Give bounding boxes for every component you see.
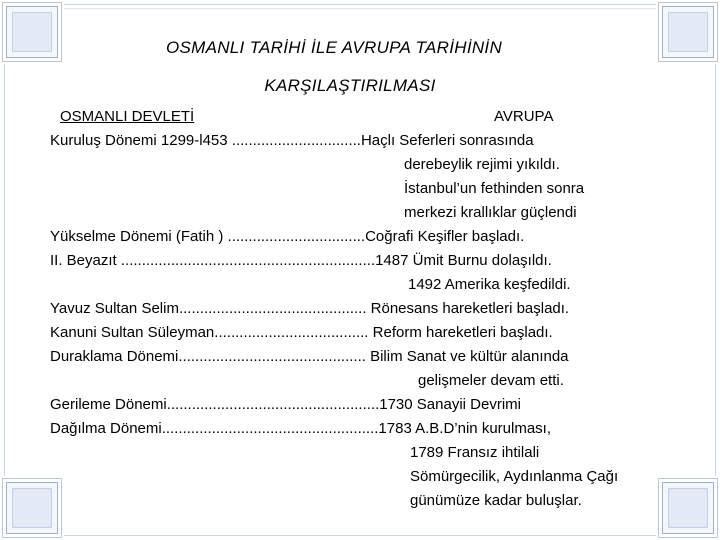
frame-edge-top-inner [64,8,656,9]
frame-edge-right [715,64,716,476]
column-header-ottoman: OSMANLI DEVLETİ [60,108,195,125]
corner-frame-bottom-right [656,476,720,540]
frame-edge-left [4,64,5,476]
row-dagilma-cont-3: günümüze kadar buluşlar. [410,492,582,509]
row-duraklama: Duraklama Dönemi............................................. Bilim Sanat ve kültür alanında [50,348,569,365]
row-kanuni: Kanuni Sultan Süleyman..................................... Reform hareketleri başladı. [50,324,553,341]
slide-title-line-1: OSMANLI TARİHİ İLE AVRUPA TARİHİNİN [165,38,503,57]
row-dagilma-cont-1: 1789 Fransız ihtilali [410,444,540,461]
column-header-europe: AVRUPA [494,108,554,125]
row-dagilma-cont-2: Sömürgecilik, Aydınlanma Çağı [410,468,619,485]
row-kurulus-cont-3: merkezi krallıklar güçlendi [404,204,577,221]
frame-edge-top [64,4,656,5]
row-beyazit-cont: 1492 Amerika keşfedildi. [408,276,571,293]
slide-title-line-2: KARŞILAŞTIRILMASI [264,76,436,95]
frame-edge-bottom [64,535,656,536]
row-kurulus-cont-1: derebeylik rejimi yıkıldı. [404,156,560,173]
row-yukselme: Yükselme Dönemi (Fatih ) .................................Coğrafi Keşifler başladı. [50,228,525,245]
row-beyazit: II. Beyazıt .............................................................1487 Ümit Burnu dolaşıldı. [50,252,552,269]
row-kurulus: Kuruluş Dönemi 1299-l453 ...............................Haçlı Seferleri sonrasında [50,132,534,149]
row-gerileme: Gerileme Dönemi...................................................1730 Sanayii Devrimi [50,396,521,413]
row-yavuz: Yavuz Sultan Selim............................................. Rönesans hareketleri başladı. [50,300,570,317]
row-duraklama-cont: gelişmeler devam etti. [418,372,564,389]
corner-frame-bottom-left [0,476,64,540]
row-kurulus-cont-2: İstanbul’un fethinden sonra [404,180,585,197]
row-dagilma: Dağılma Dönemi....................................................1783 A.B.D’nin kurulması, [50,420,552,437]
